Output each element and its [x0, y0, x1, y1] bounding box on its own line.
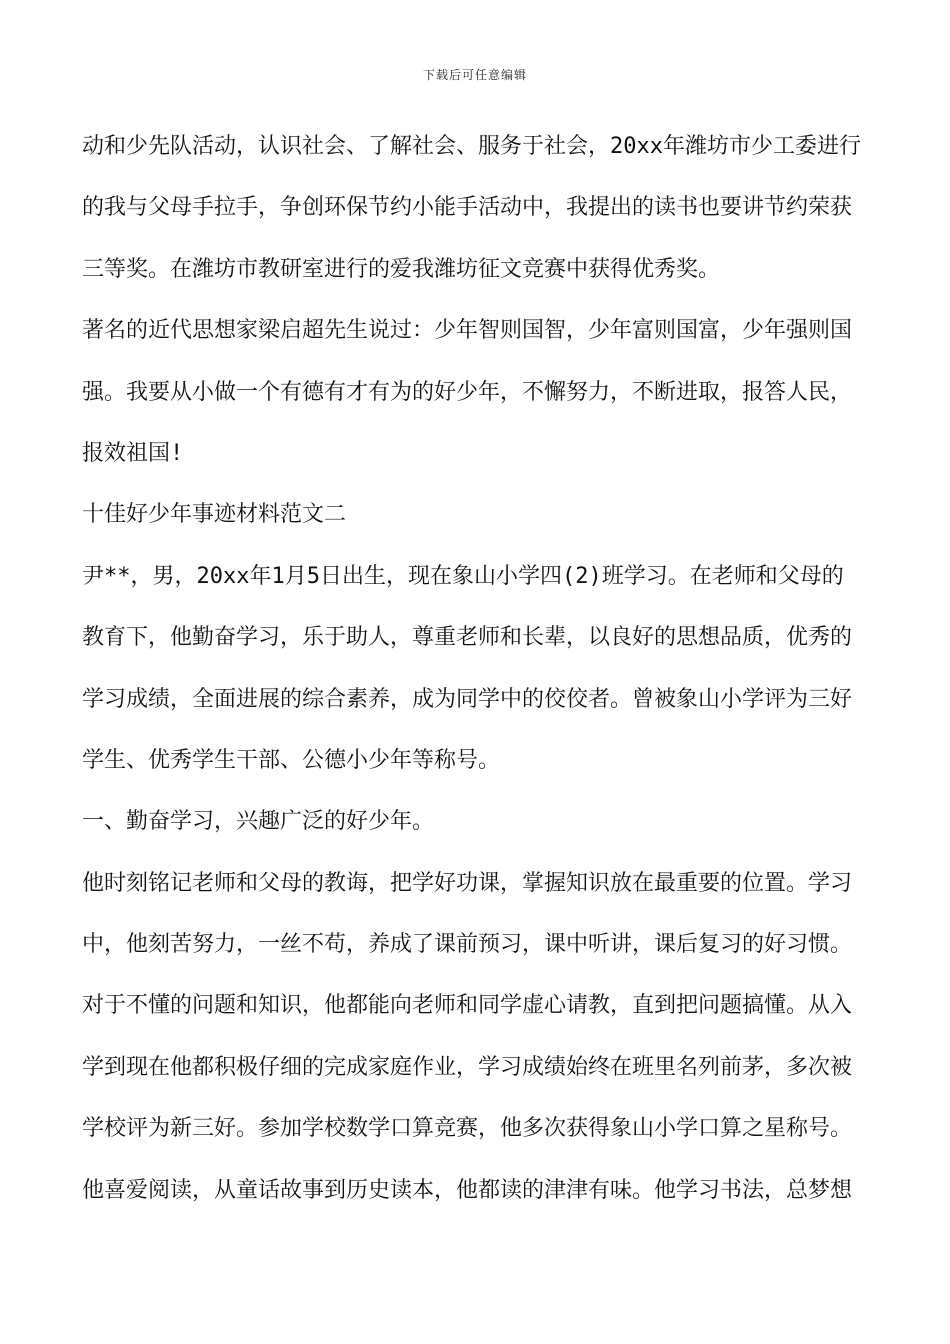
text-line: 对于不懂的问题和知识，他都能向老师和同学虚心请教，直到把问题搞懂。从入	[82, 993, 853, 1019]
body-text	[82, 116, 874, 1221]
text-line: 尹**，男，20xx年1月5日出生，现在象山小学四(2)班学习。在老师和父母的	[82, 563, 844, 589]
header-note: 下载后可任意编辑	[422, 68, 527, 82]
section-heading: 十佳好少年事迹材料范文二	[82, 502, 347, 528]
text-line: 三等奖。在潍坊市教研室进行的爱我潍坊征文竞赛中获得优秀奖。	[82, 256, 721, 282]
text-line: 著名的近代思想家梁启超先生说过：少年智则国智，少年富则国富，少年强则国	[82, 318, 853, 344]
text-line: 学到现在他都积极仔细的完成家庭作业，学习成绩始终在班里名列前茅，多次被	[82, 1054, 853, 1080]
text-line: 学习成绩，全面进展的综合素养，成为同学中的佼佼者。曾被象山小学评为三好	[82, 686, 853, 712]
text-line: 教育下，他勤奋学习，乐于助人，尊重老师和长辈，以良好的思想品质，优秀的	[82, 625, 853, 651]
subsection-heading: 一、勤奋学习，兴趣广泛的好少年。	[82, 809, 435, 835]
text-line: 他时刻铭记老师和父母的教诲，把学好功课，掌握知识放在最重要的位置。学习	[82, 870, 853, 896]
text-line: 的我与父母手拉手，争创环保节约小能手活动中，我提出的读书也要讲节约荣获	[82, 195, 853, 221]
text-line: 报效祖国!	[82, 440, 184, 466]
text-line: 学校评为新三好。参加学校数学口算竞赛，他多次获得象山小学口算之星称号。	[82, 1116, 853, 1142]
text-line: 他喜爱阅读，从童话故事到历史读本，他都读的津津有味。他学习书法，总梦想	[82, 1177, 853, 1203]
text-line: 强。我要从小做一个有德有才有为的好少年，不懈努力，不断进取，报答人民，	[82, 379, 853, 405]
text-line: 学生、优秀学生干部、公德小少年等称号。	[82, 747, 501, 773]
text-line: 中，他刻苦努力，一丝不苟，养成了课前预习，课中听讲，课后复习的好习惯。	[82, 932, 853, 958]
text-line: 动和少先队活动，认识社会、了解社会、服务于社会，20xx年潍坊市少工委进行	[82, 134, 861, 159]
